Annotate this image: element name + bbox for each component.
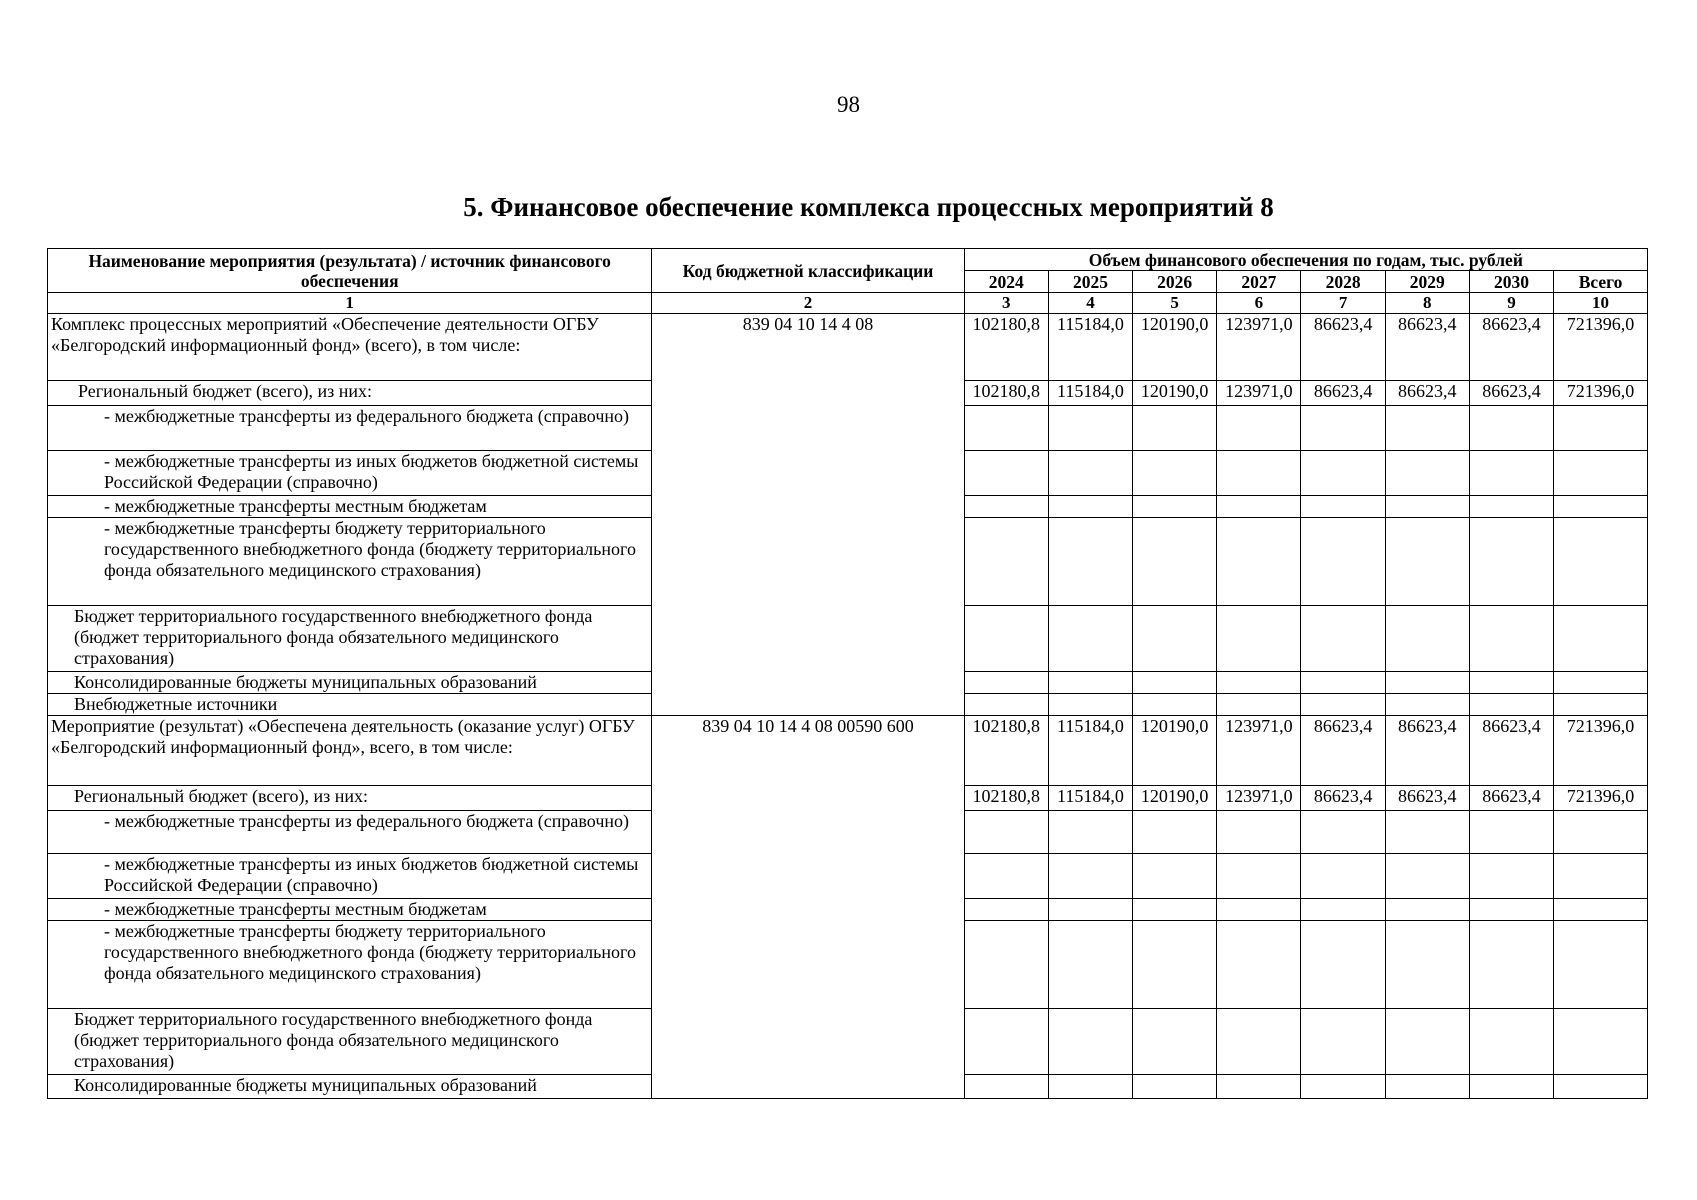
value-cell bbox=[1469, 1075, 1553, 1099]
value-cell bbox=[1133, 406, 1217, 451]
value-cell bbox=[964, 854, 1048, 899]
total-cell bbox=[1554, 672, 1648, 694]
value-cell bbox=[1133, 694, 1217, 716]
value-cell bbox=[1217, 854, 1301, 899]
value-cell bbox=[1048, 694, 1132, 716]
value-cell bbox=[1217, 1009, 1301, 1075]
value-cell bbox=[1217, 694, 1301, 716]
value-cell bbox=[1301, 518, 1385, 606]
value-cell: 86623,4 bbox=[1301, 716, 1385, 786]
total-cell bbox=[1554, 811, 1648, 854]
column-number: 4 bbox=[1048, 293, 1132, 314]
value-cell bbox=[1217, 406, 1301, 451]
value-cell bbox=[1301, 854, 1385, 899]
row-label: Внебюджетные источники bbox=[48, 694, 652, 716]
total-cell bbox=[1554, 406, 1648, 451]
row-label: Консолидированные бюджеты муниципальных образований bbox=[48, 672, 652, 694]
row-label: - межбюджетные трансферты бюджету территориального государственного внебюджетного фонда (бюджету территориального фонда обязательного медицинского страхования) bbox=[48, 921, 652, 1009]
value-cell bbox=[1301, 496, 1385, 518]
value-cell: 123971,0 bbox=[1217, 716, 1301, 786]
value-cell bbox=[1469, 694, 1553, 716]
value-cell bbox=[1469, 899, 1553, 921]
value-cell: 120190,0 bbox=[1133, 716, 1217, 786]
value-cell bbox=[1301, 451, 1385, 496]
value-cell bbox=[1385, 672, 1469, 694]
value-cell: 120190,0 bbox=[1133, 786, 1217, 811]
value-cell bbox=[1048, 451, 1132, 496]
column-number: 3 bbox=[964, 293, 1048, 314]
column-number: 1 bbox=[48, 293, 652, 314]
value-cell bbox=[1217, 451, 1301, 496]
value-cell: 123971,0 bbox=[1217, 314, 1301, 381]
value-cell bbox=[964, 694, 1048, 716]
value-cell bbox=[1385, 496, 1469, 518]
row-label: Региональный бюджет (всего), из них: bbox=[48, 786, 652, 811]
value-cell: 86623,4 bbox=[1385, 786, 1469, 811]
column-number: 8 bbox=[1385, 293, 1469, 314]
value-cell bbox=[1217, 921, 1301, 1009]
value-cell: 102180,8 bbox=[964, 314, 1048, 381]
value-cell bbox=[1301, 899, 1385, 921]
table-row bbox=[48, 314, 1648, 381]
value-cell bbox=[964, 811, 1048, 854]
value-cell: 86623,4 bbox=[1469, 716, 1553, 786]
value-cell: 115184,0 bbox=[1048, 716, 1132, 786]
header-total: Всего bbox=[1554, 271, 1648, 293]
value-cell bbox=[1217, 518, 1301, 606]
value-cell: 102180,8 bbox=[964, 381, 1048, 406]
value-cell bbox=[964, 496, 1048, 518]
row-label: Мероприятие (результат) «Обеспечена деятельность (оказание услуг) ОГБУ «Белгородский информационный фонд», всего, в том числе: bbox=[48, 716, 652, 786]
value-cell: 115184,0 bbox=[1048, 786, 1132, 811]
row-label: - межбюджетные трансферты бюджету территориального государственного внебюджетного фонда (бюджету территориального фонда обязательного медицинского страхования) bbox=[48, 518, 652, 606]
value-cell: 120190,0 bbox=[1133, 381, 1217, 406]
value-cell bbox=[964, 1075, 1048, 1099]
value-cell: 86623,4 bbox=[1385, 716, 1469, 786]
value-cell bbox=[1301, 406, 1385, 451]
value-cell bbox=[1385, 921, 1469, 1009]
row-label: - межбюджетные трансферты из иных бюджетов бюджетной системы Российской Федерации (справочно) bbox=[48, 451, 652, 496]
header-name: Наименование мероприятия (результата) / источник финансового обеспечения bbox=[48, 249, 652, 293]
financing-table bbox=[47, 248, 1648, 1099]
value-cell bbox=[1385, 694, 1469, 716]
value-cell bbox=[1469, 921, 1553, 1009]
value-cell: 102180,8 bbox=[964, 716, 1048, 786]
value-cell bbox=[1385, 1075, 1469, 1099]
row-label: Консолидированные бюджеты муниципальных образований bbox=[48, 1075, 652, 1099]
value-cell: 86623,4 bbox=[1301, 381, 1385, 406]
value-cell bbox=[1048, 811, 1132, 854]
table-row bbox=[48, 716, 1648, 786]
header-year: 2027 bbox=[1217, 271, 1301, 293]
total-cell bbox=[1554, 606, 1648, 672]
value-cell: 86623,4 bbox=[1385, 314, 1469, 381]
value-cell: 115184,0 bbox=[1048, 381, 1132, 406]
total-cell: 721396,0 bbox=[1554, 786, 1648, 811]
value-cell: 86623,4 bbox=[1301, 314, 1385, 381]
header-year: 2029 bbox=[1385, 271, 1469, 293]
value-cell bbox=[1048, 672, 1132, 694]
total-cell: 721396,0 bbox=[1554, 716, 1648, 786]
header-year: 2030 bbox=[1469, 271, 1553, 293]
value-cell bbox=[1385, 606, 1469, 672]
value-cell bbox=[964, 672, 1048, 694]
value-cell bbox=[1133, 899, 1217, 921]
column-number: 6 bbox=[1217, 293, 1301, 314]
value-cell bbox=[1048, 854, 1132, 899]
value-cell bbox=[1385, 811, 1469, 854]
column-number: 9 bbox=[1469, 293, 1553, 314]
value-cell bbox=[1048, 406, 1132, 451]
value-cell bbox=[1217, 811, 1301, 854]
header-year: 2026 bbox=[1133, 271, 1217, 293]
value-cell bbox=[1217, 496, 1301, 518]
value-cell bbox=[1048, 606, 1132, 672]
value-cell bbox=[1048, 899, 1132, 921]
value-cell bbox=[1048, 1009, 1132, 1075]
page-number: 98 bbox=[837, 92, 860, 117]
value-cell bbox=[964, 899, 1048, 921]
value-cell: 86623,4 bbox=[1469, 314, 1553, 381]
value-cell bbox=[964, 921, 1048, 1009]
value-cell bbox=[1301, 672, 1385, 694]
row-label: - межбюджетные трансферты из иных бюджетов бюджетной системы Российской Федерации (справочно) bbox=[48, 854, 652, 899]
value-cell bbox=[1217, 606, 1301, 672]
row-label: Комплекс процессных мероприятий «Обеспечение деятельности ОГБУ «Белгородский информационный фонд» (всего), в том числе: bbox=[48, 314, 652, 381]
value-cell bbox=[1301, 1009, 1385, 1075]
total-cell: 721396,0 bbox=[1554, 314, 1648, 381]
value-cell bbox=[1301, 921, 1385, 1009]
value-cell bbox=[1469, 451, 1553, 496]
value-cell bbox=[1048, 921, 1132, 1009]
row-label: - межбюджетные трансферты из федерального бюджета (справочно) bbox=[48, 811, 652, 854]
value-cell bbox=[1301, 811, 1385, 854]
value-cell bbox=[1133, 854, 1217, 899]
value-cell bbox=[1133, 518, 1217, 606]
value-cell bbox=[1385, 451, 1469, 496]
value-cell bbox=[1133, 811, 1217, 854]
value-cell: 86623,4 bbox=[1385, 381, 1469, 406]
header-year: 2024 bbox=[964, 271, 1048, 293]
value-cell: 123971,0 bbox=[1217, 381, 1301, 406]
value-cell bbox=[1385, 899, 1469, 921]
budget-code: 839 04 10 14 4 08 bbox=[652, 314, 964, 716]
value-cell bbox=[1469, 1009, 1553, 1075]
value-cell bbox=[1133, 1075, 1217, 1099]
total-cell bbox=[1554, 921, 1648, 1009]
header-code: Код бюджетной классификации bbox=[652, 249, 964, 293]
value-cell bbox=[1469, 496, 1553, 518]
value-cell: 102180,8 bbox=[964, 786, 1048, 811]
header-year: 2028 bbox=[1301, 271, 1385, 293]
value-cell bbox=[1301, 694, 1385, 716]
value-cell: 86623,4 bbox=[1469, 381, 1553, 406]
row-label: Региональный бюджет (всего), из них: bbox=[48, 381, 652, 406]
total-cell: 721396,0 bbox=[1554, 381, 1648, 406]
row-label: - межбюджетные трансферты из федерального бюджета (справочно) bbox=[48, 406, 652, 451]
total-cell bbox=[1554, 694, 1648, 716]
value-cell bbox=[1133, 921, 1217, 1009]
value-cell bbox=[1048, 1075, 1132, 1099]
value-cell bbox=[1469, 518, 1553, 606]
value-cell bbox=[1133, 451, 1217, 496]
value-cell bbox=[1217, 672, 1301, 694]
value-cell bbox=[964, 1009, 1048, 1075]
row-label: - межбюджетные трансферты местным бюджетам bbox=[48, 496, 652, 518]
section-title: 5. Финансовое обеспечение комплекса процессных мероприятий 8 bbox=[463, 192, 1274, 222]
value-cell bbox=[1469, 406, 1553, 451]
value-cell bbox=[1133, 606, 1217, 672]
value-cell bbox=[1469, 672, 1553, 694]
header-year: 2025 bbox=[1048, 271, 1132, 293]
value-cell bbox=[1469, 811, 1553, 854]
header-volume: Объем финансового обеспечения по годам, тыс. рублей bbox=[964, 249, 1647, 271]
value-cell bbox=[1469, 606, 1553, 672]
total-cell bbox=[1554, 899, 1648, 921]
value-cell bbox=[1133, 1009, 1217, 1075]
value-cell bbox=[1301, 606, 1385, 672]
column-number: 7 bbox=[1301, 293, 1385, 314]
value-cell bbox=[1048, 518, 1132, 606]
row-label: Бюджет территориального государственного внебюджетного фонда (бюджет территориального фонда обязательного медицинского страхования) bbox=[48, 1009, 652, 1075]
value-cell: 115184,0 bbox=[1048, 314, 1132, 381]
column-number: 10 bbox=[1554, 293, 1648, 314]
value-cell bbox=[1385, 1009, 1469, 1075]
value-cell bbox=[1133, 672, 1217, 694]
value-cell: 86623,4 bbox=[1469, 786, 1553, 811]
value-cell bbox=[1048, 496, 1132, 518]
value-cell: 120190,0 bbox=[1133, 314, 1217, 381]
value-cell bbox=[964, 406, 1048, 451]
total-cell bbox=[1554, 1009, 1648, 1075]
value-cell bbox=[964, 451, 1048, 496]
value-cell bbox=[964, 518, 1048, 606]
value-cell bbox=[1385, 854, 1469, 899]
total-cell bbox=[1554, 1075, 1648, 1099]
value-cell bbox=[1217, 899, 1301, 921]
value-cell bbox=[1301, 1075, 1385, 1099]
value-cell bbox=[1133, 496, 1217, 518]
value-cell bbox=[1385, 406, 1469, 451]
value-cell bbox=[964, 606, 1048, 672]
column-number: 5 bbox=[1133, 293, 1217, 314]
total-cell bbox=[1554, 518, 1648, 606]
total-cell bbox=[1554, 451, 1648, 496]
total-cell bbox=[1554, 496, 1648, 518]
value-cell: 86623,4 bbox=[1301, 786, 1385, 811]
budget-code: 839 04 10 14 4 08 00590 600 bbox=[652, 716, 964, 1099]
value-cell bbox=[1385, 518, 1469, 606]
value-cell bbox=[1217, 1075, 1301, 1099]
row-label: Бюджет территориального государственного внебюджетного фонда (бюджет территориального фонда обязательного медицинского страхования) bbox=[48, 606, 652, 672]
total-cell bbox=[1554, 854, 1648, 899]
value-cell bbox=[1469, 854, 1553, 899]
column-number: 2 bbox=[652, 293, 964, 314]
row-label: - межбюджетные трансферты местным бюджетам bbox=[48, 899, 652, 921]
value-cell: 123971,0 bbox=[1217, 786, 1301, 811]
